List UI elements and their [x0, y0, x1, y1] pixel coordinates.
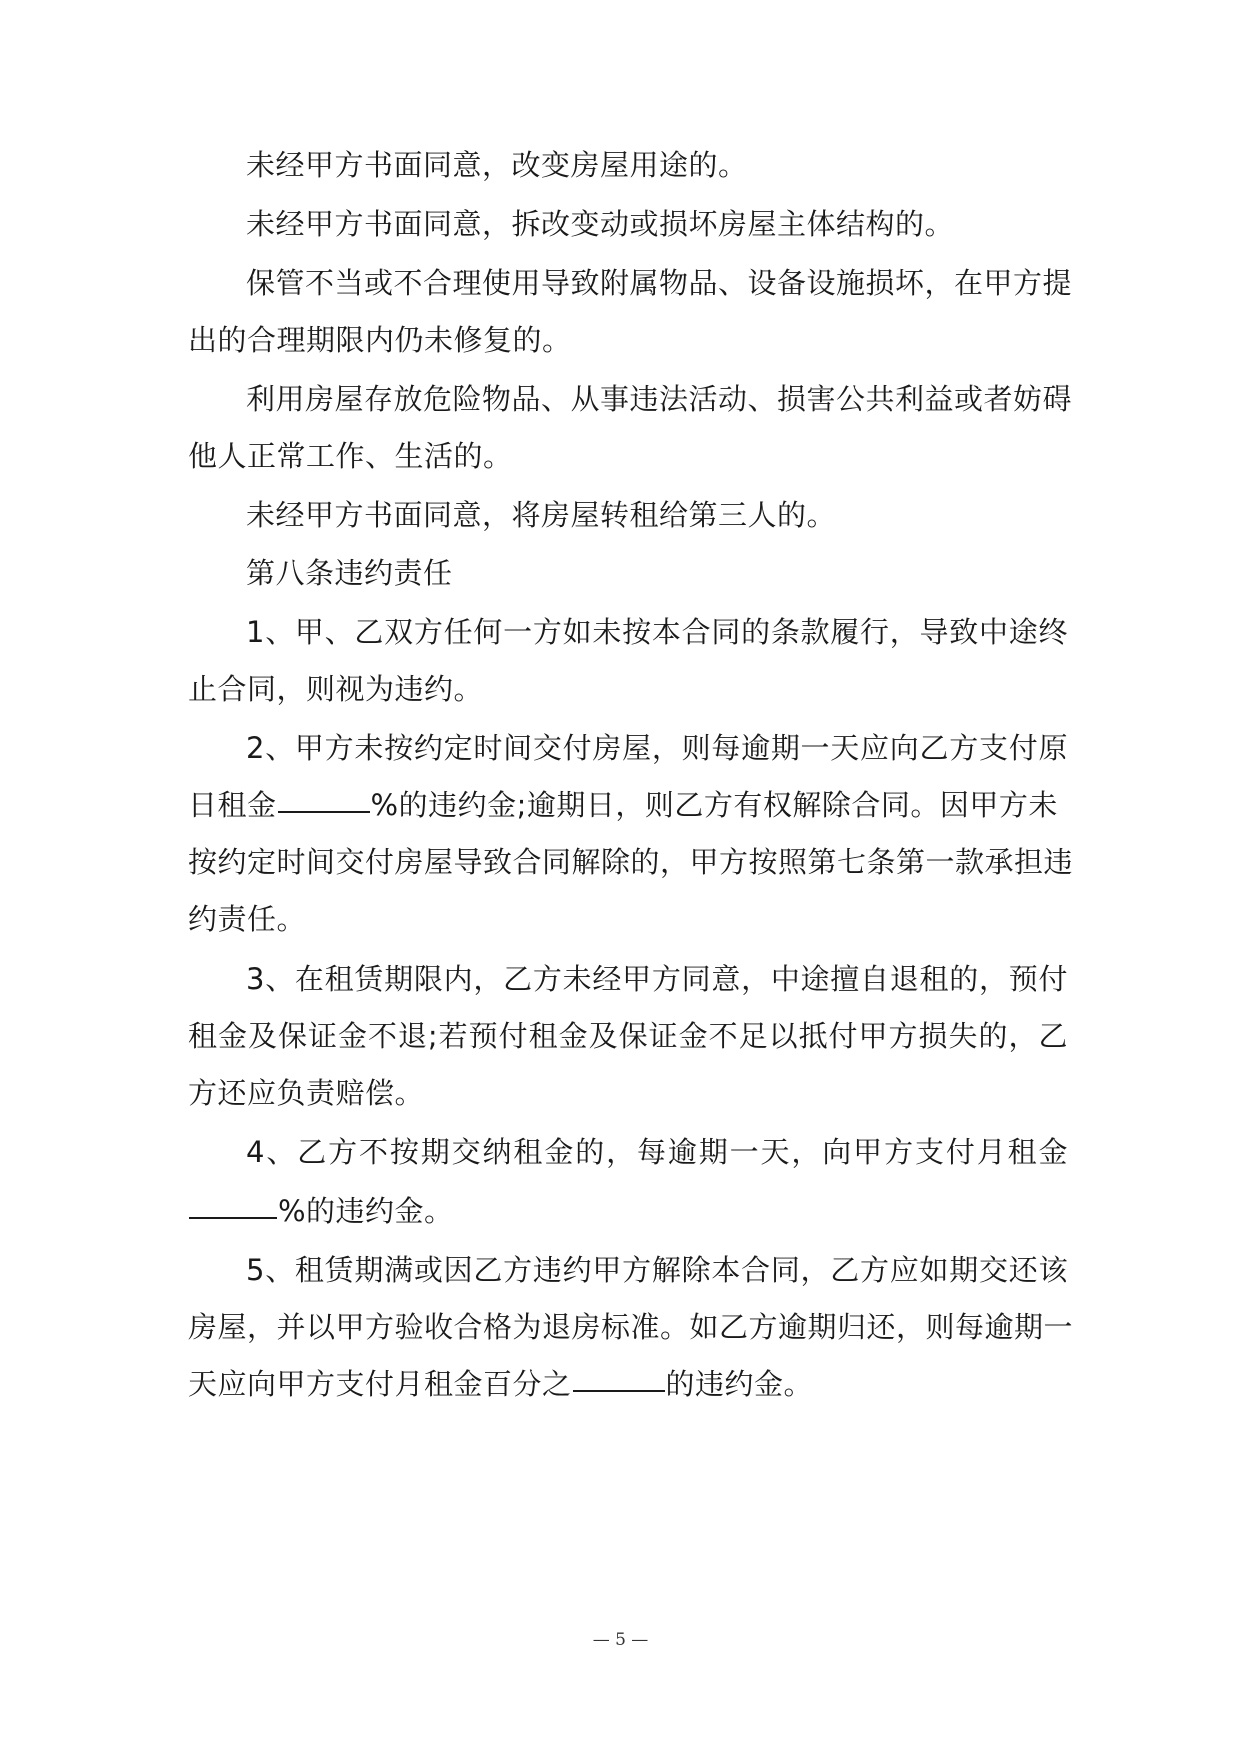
text-line: 租金及保证金不退;若预付租金及保证金不足以抵付甲方损失的，乙 — [188, 1019, 1068, 1053]
text-segment: %的违约金。 — [278, 1194, 454, 1228]
section-heading: 第八条违约责任 — [246, 556, 453, 590]
text-line: 方还应负责赔偿。 — [188, 1076, 425, 1110]
text-line: 房屋，并以甲方验收合格为退房标准。如乙方逾期归还，则每逾期一 — [188, 1310, 1074, 1344]
text-line — [188, 783, 1058, 827]
text-segment: %的违约金;逾期日，则乙方有权解除合同。因甲方未 — [370, 788, 1058, 822]
text-segment: 日租金 — [188, 788, 277, 822]
text-line: 利用房屋存放危险物品、从事违法活动、损害公共利益或者妨碍 — [246, 382, 1073, 416]
text-line: 未经甲方书面同意，将房屋转租给第三人的。 — [246, 498, 837, 532]
page-number: — 5 — — [592, 1630, 649, 1650]
fill-in-blank — [189, 1217, 277, 1219]
text-line: 3、在租赁期限内，乙方未经甲方同意，中途擅自退租的，预付 — [246, 962, 1068, 996]
text-line: 2、甲方未按约定时间交付房屋，则每逾期一天应向乙方支付原 — [246, 731, 1068, 765]
text-line: 5、租赁期满或因乙方违约甲方解除本合同，乙方应如期交还该 — [246, 1253, 1068, 1287]
fill-in-blank — [573, 1390, 665, 1392]
text-line: 4、乙方不按期交纳租金的，每逾期一天，向甲方支付月租金 — [246, 1135, 1068, 1169]
text-line — [188, 1362, 813, 1406]
fill-in-blank — [278, 811, 370, 813]
text-segment: 的违约金。 — [665, 1367, 814, 1401]
text-line: 未经甲方书面同意，改变房屋用途的。 — [246, 148, 748, 182]
text-line: 保管不当或不合理使用导致附属物品、设备设施损坏，在甲方提 — [246, 266, 1073, 300]
text-line: 约责任。 — [188, 902, 307, 936]
text-line: 未经甲方书面同意，拆改变动或损坏房屋主体结构的。 — [246, 207, 955, 241]
text-line: 出的合理期限内仍未修复的。 — [188, 323, 572, 357]
text-line: 他人正常工作、生活的。 — [188, 439, 513, 473]
text-line: 1、甲、乙双方任何一方如未按本合同的条款履行，导致中途终 — [246, 615, 1068, 649]
text-line: 按约定时间交付房屋导致合同解除的，甲方按照第七条第一款承担违 — [188, 845, 1074, 879]
text-segment: 天应向甲方支付月租金百分之 — [188, 1367, 572, 1401]
text-line — [188, 1189, 454, 1233]
text-line: 止合同，则视为违约。 — [188, 672, 484, 706]
